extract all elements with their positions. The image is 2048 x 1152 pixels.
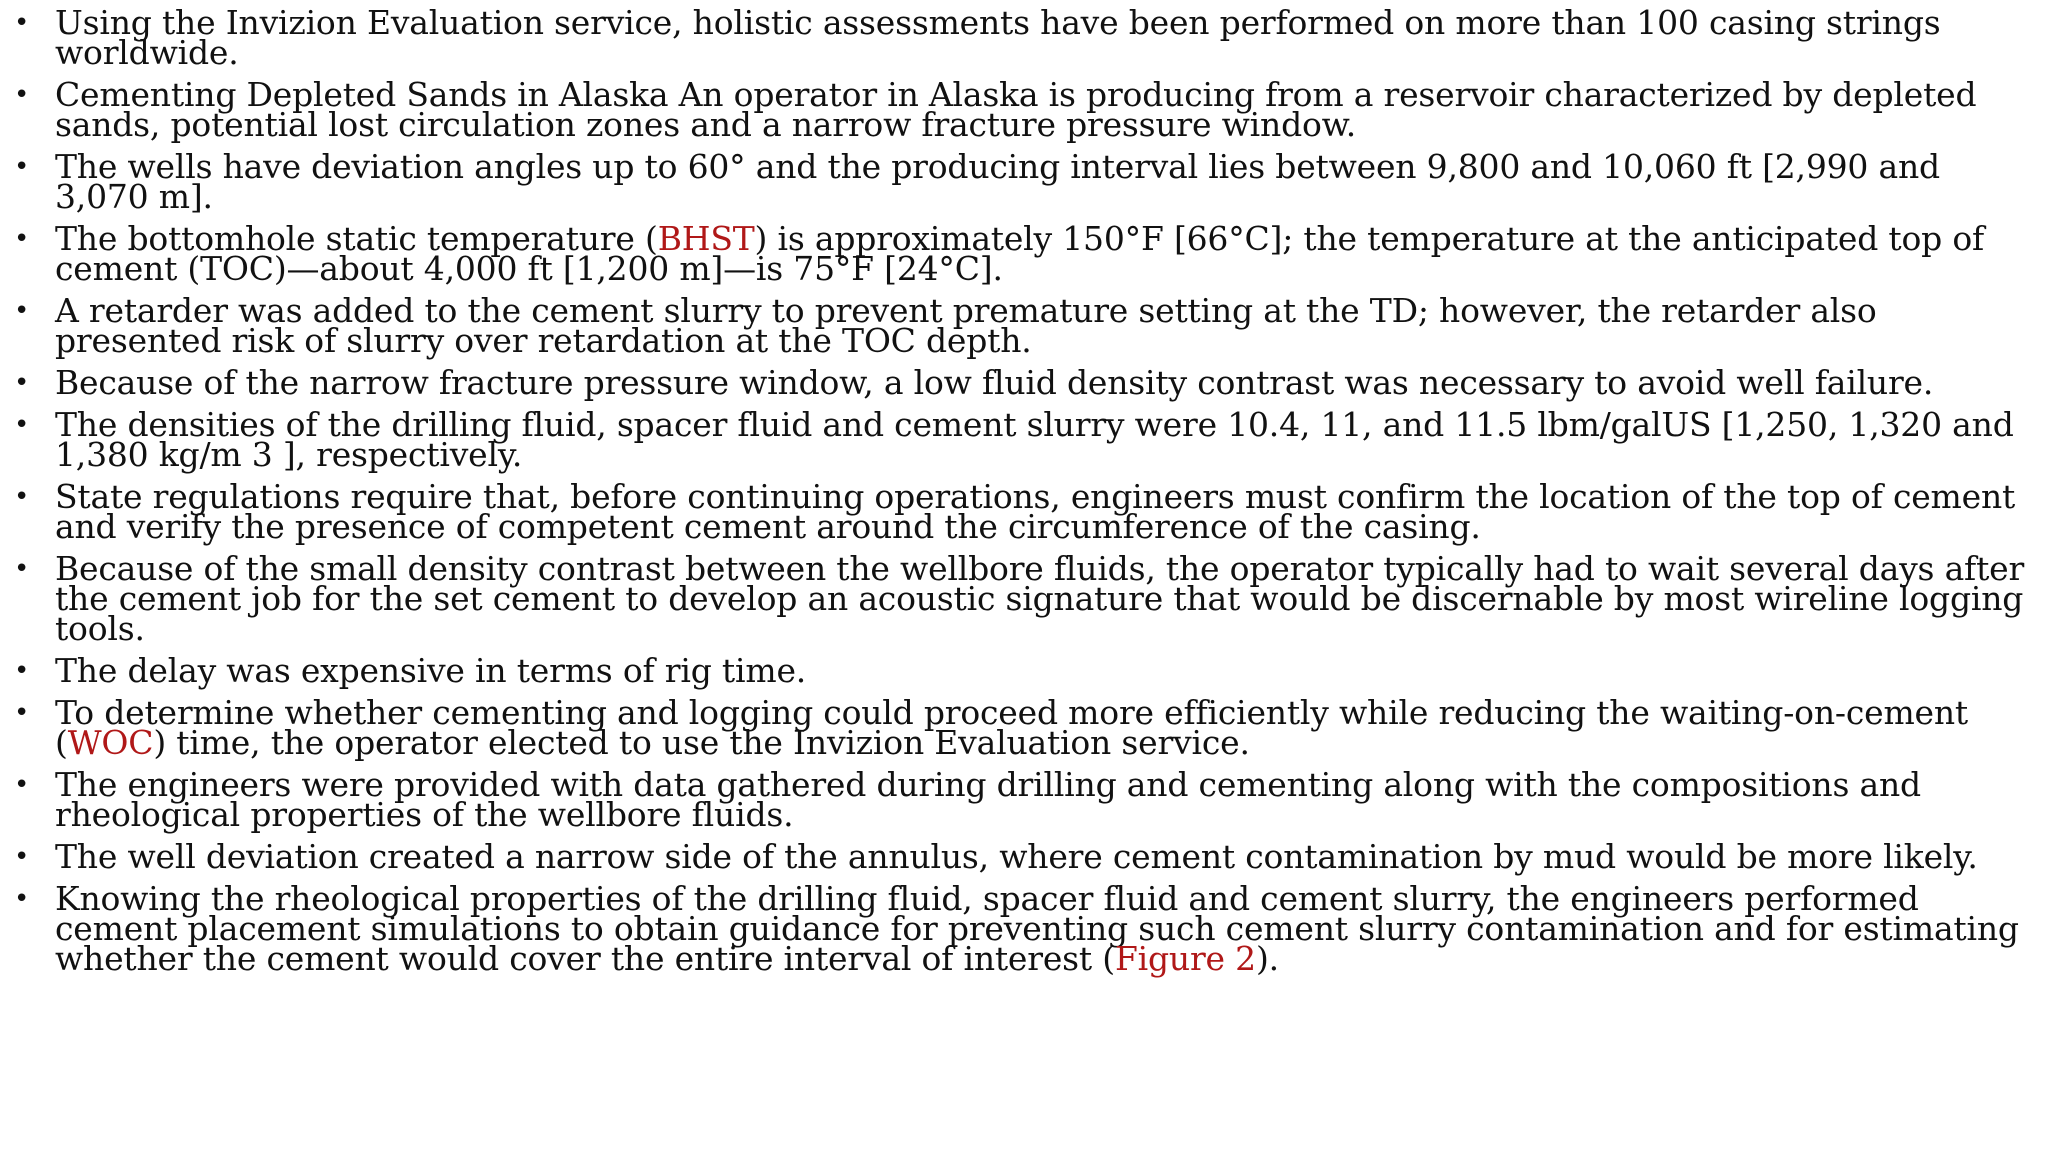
bullet-item bbox=[0, 837, 2048, 876]
bullet-item bbox=[0, 405, 2048, 474]
bullet-text: Using the Invizion Evaluation service, holistic assessments have been performed on more than 100 casing strings worldwide. bbox=[55, 3, 1941, 72]
bullet-marker: • bbox=[14, 884, 30, 914]
bullet-marker: • bbox=[14, 224, 30, 254]
bullet-text: ) time, the operator elected to use the Invizion Evaluation service. bbox=[153, 723, 1250, 762]
bullet-marker: • bbox=[14, 482, 30, 512]
bullet-text: The delay was expensive in terms of rig time. bbox=[55, 651, 807, 690]
bullet-text: The wells have deviation angles up to 60° and the producing interval lies between 9,800 and 10,060 ft [2,990 and 3,070 m]. bbox=[55, 147, 1940, 216]
bullet-text: A retarder was added to the cement slurry to prevent premature setting at the TD; however, the retarder also presented risk of slurry over retardation at the TOC depth. bbox=[55, 291, 1877, 360]
bullet-item bbox=[0, 549, 2048, 648]
bullet-item bbox=[0, 147, 2048, 216]
document-body bbox=[0, 3, 2048, 986]
bullet-item bbox=[0, 879, 2048, 978]
bullet-marker: • bbox=[14, 80, 30, 110]
reference-link[interactable]: WOC bbox=[67, 723, 154, 762]
bullet-text: Cementing Depleted Sands in Alaska An operator in Alaska is producing from a reservoir characterized by depleted sands, potential lost circulation zones and a narrow fracture pressure window. bbox=[55, 75, 1977, 144]
bullet-marker: • bbox=[14, 656, 30, 686]
bullet-marker: • bbox=[14, 368, 30, 398]
bullet-list bbox=[0, 3, 2048, 978]
bullet-marker: • bbox=[14, 410, 30, 440]
bullet-marker: • bbox=[14, 8, 30, 38]
bullet-marker: • bbox=[14, 152, 30, 182]
bullet-marker: • bbox=[14, 296, 30, 326]
bullet-text: Knowing the rheological properties of the drilling fluid, spacer fluid and cement slurry, the engineers performed cement placement simulations to obtain guidance for preventing such cement slurry contamination and for estimating whether the cement would cover the entire interval of interest ( bbox=[55, 879, 2019, 978]
bullet-item bbox=[0, 3, 2048, 72]
reference-link[interactable]: BHST bbox=[657, 219, 755, 258]
bullet-item bbox=[0, 693, 2048, 762]
bullet-item bbox=[0, 363, 2048, 402]
bullet-text: The engineers were provided with data gathered during drilling and cementing along with the compositions and rheological properties of the wellbore fluids. bbox=[55, 765, 1921, 834]
bullet-item bbox=[0, 75, 2048, 144]
reference-link[interactable]: Figure 2 bbox=[1114, 939, 1256, 978]
bullet-text: State regulations require that, before continuing operations, engineers must confirm the location of the top of cement and verify the presence of competent cement around the circumference of the casing. bbox=[55, 477, 2016, 546]
bullet-text: ). bbox=[1255, 939, 1279, 978]
bullet-text: Because of the narrow fracture pressure window, a low fluid density contrast was necessary to avoid well failure. bbox=[55, 363, 1934, 402]
bullet-marker: • bbox=[14, 842, 30, 872]
bullet-item bbox=[0, 651, 2048, 690]
bullet-text: The densities of the drilling fluid, spacer fluid and cement slurry were 10.4, 11, and 11.5 lbm/galUS [1,250, 1,320 and 1,380 kg/m 3 ], respectively. bbox=[55, 405, 2014, 474]
bullet-marker: • bbox=[14, 554, 30, 584]
bullet-item bbox=[0, 219, 2048, 288]
bullet-item bbox=[0, 291, 2048, 360]
bullet-text: To determine whether cementing and logging could proceed more efficiently while reducing the waiting-on-cement ( bbox=[55, 693, 1968, 762]
bullet-text: Because of the small density contrast between the wellbore fluids, the operator typically had to wait several days after the cement job for the set cement to develop an acoustic signature that would be discernable by most wireline logging tools. bbox=[55, 549, 2025, 648]
bullet-item bbox=[0, 477, 2048, 546]
bullet-text: The well deviation created a narrow side of the annulus, where cement contamination by mud would be more likely. bbox=[55, 837, 1978, 876]
bullet-marker: • bbox=[14, 770, 30, 800]
bullet-marker: • bbox=[14, 698, 30, 728]
bullet-item bbox=[0, 765, 2048, 834]
bullet-text: ) is approximately 150°F [66°C]; the temperature at the anticipated top of cement (TOC)—about 4,000 ft [1,200 m]—is 75°F [24°C]. bbox=[55, 219, 1985, 288]
bullet-text: The bottomhole static temperature ( bbox=[55, 219, 658, 258]
